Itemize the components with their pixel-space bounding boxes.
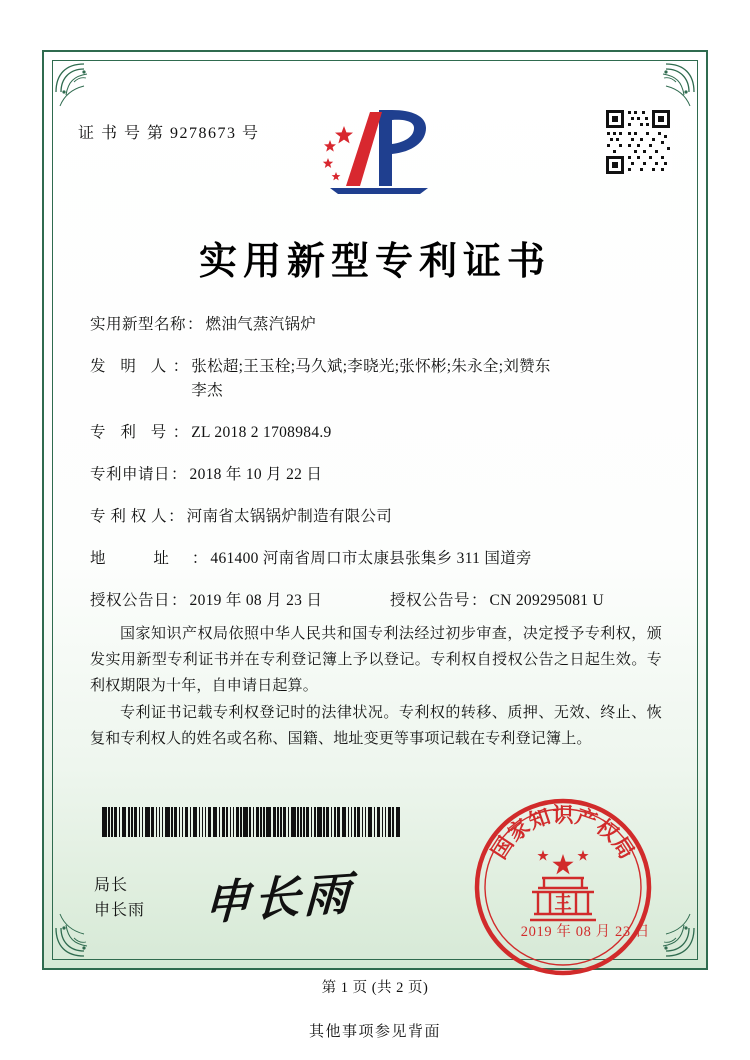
field-label-patentee: 专 利 权 人 xyxy=(90,508,168,526)
corner-ornament-icon xyxy=(54,62,110,118)
field-value-patent-number: ZL 2018 2 1708984.9 xyxy=(191,424,332,442)
certificate-frame xyxy=(42,50,708,970)
field-row-inventor xyxy=(90,356,666,403)
field-row-grant-info xyxy=(90,590,666,612)
field-label-inventor: 发 明 人 xyxy=(90,357,172,375)
field-group-announcement-number xyxy=(390,590,666,612)
field-value-inventor-line1: 张松超;王玉栓;马久斌;李晓光;张怀彬;朱永全;刘赞东 xyxy=(191,357,551,375)
field-label-grant-date: 授权公告日 xyxy=(90,592,171,610)
back-side-note: 其他事项参见背面 xyxy=(308,1024,441,1040)
seal-date: 2019 年 08 月 23 日 xyxy=(520,924,650,940)
seal-center-number: 三 xyxy=(554,894,572,913)
page-number: 第 1 页 (共 2 页) xyxy=(321,980,429,996)
field-label-address: 地 址 xyxy=(90,550,191,568)
barcode xyxy=(102,807,402,837)
svg-text:识: 识 xyxy=(552,803,574,827)
paragraph-2: 专利证书记载专利权登记时的法律状况。专利权的转移、质押、无效、终止、恢复和专利权人的姓名或名称、国籍、地址变更等事项记载在专利登记簿上。 xyxy=(90,705,662,748)
field-value-inventor xyxy=(191,356,666,403)
svg-text:局: 局 xyxy=(607,832,640,864)
field-label-utility-model-name: 实用新型名称 xyxy=(90,316,187,333)
field-value-utility-model-name: 燃油气蒸汽锅炉 xyxy=(205,316,317,333)
field-label-patent-number: 专 利 号 xyxy=(90,424,172,442)
field-row-utility-model-name xyxy=(90,314,666,336)
field-value-grant-date: 2019 年 08 月 23 日 xyxy=(189,592,323,610)
handwritten-signature: 申长雨 xyxy=(203,867,355,930)
colon: ： xyxy=(172,424,189,442)
qr-code-icon xyxy=(604,108,672,176)
field-row-patentee xyxy=(90,506,666,528)
colon: ： xyxy=(171,592,187,610)
svg-text:家: 家 xyxy=(503,814,535,847)
paragraph-1: 国家知识产权局依照中华人民共和国专利法经过初步审查，决定授予专利权，颁发实用新型专利证书并在专利登记簿上予以登记。专利权自授权公告之日起生效。专利权期限为十年，自申请日起算。 xyxy=(90,626,662,694)
fields-block xyxy=(90,314,666,632)
field-value-application-date: 2018 年 10 月 22 日 xyxy=(189,466,323,484)
director-block xyxy=(94,874,145,924)
cnipa-logo-icon xyxy=(300,104,450,196)
director-label: 局长 xyxy=(94,877,129,894)
certificate-number: 证 书 号 第 9278673 号 xyxy=(78,125,260,142)
colon: ： xyxy=(191,550,208,568)
colon: ： xyxy=(168,508,184,526)
svg-text:产: 产 xyxy=(572,804,601,834)
official-seal-icon xyxy=(468,792,658,982)
field-value-patentee: 河南省太锅锅炉制造有限公司 xyxy=(186,508,393,526)
colon: ： xyxy=(171,466,187,484)
field-value-address: 461400 河南省周口市太康县张集乡 311 国道旁 xyxy=(210,550,532,568)
page-title: 实用新型专利证书 xyxy=(198,241,551,283)
colon: ： xyxy=(471,592,487,610)
colon: ： xyxy=(172,357,189,375)
field-value-inventor-line2: 李杰 xyxy=(191,382,223,400)
field-row-patent-number xyxy=(90,422,666,444)
field-row-application-date xyxy=(90,464,666,486)
field-group-grant-date xyxy=(90,590,390,612)
legal-text-block xyxy=(90,622,662,755)
field-label-announcement-number: 授权公告号 xyxy=(390,592,471,610)
field-label-application-date: 专利申请日 xyxy=(90,466,171,484)
svg-text:知: 知 xyxy=(525,804,554,834)
director-name: 申长雨 xyxy=(94,901,146,919)
svg-text:权: 权 xyxy=(591,814,623,847)
field-value-announcement-number: CN 209295081 U xyxy=(489,592,604,610)
colon: ： xyxy=(187,316,203,333)
field-row-address xyxy=(90,548,666,570)
svg-text:国: 国 xyxy=(486,832,519,864)
